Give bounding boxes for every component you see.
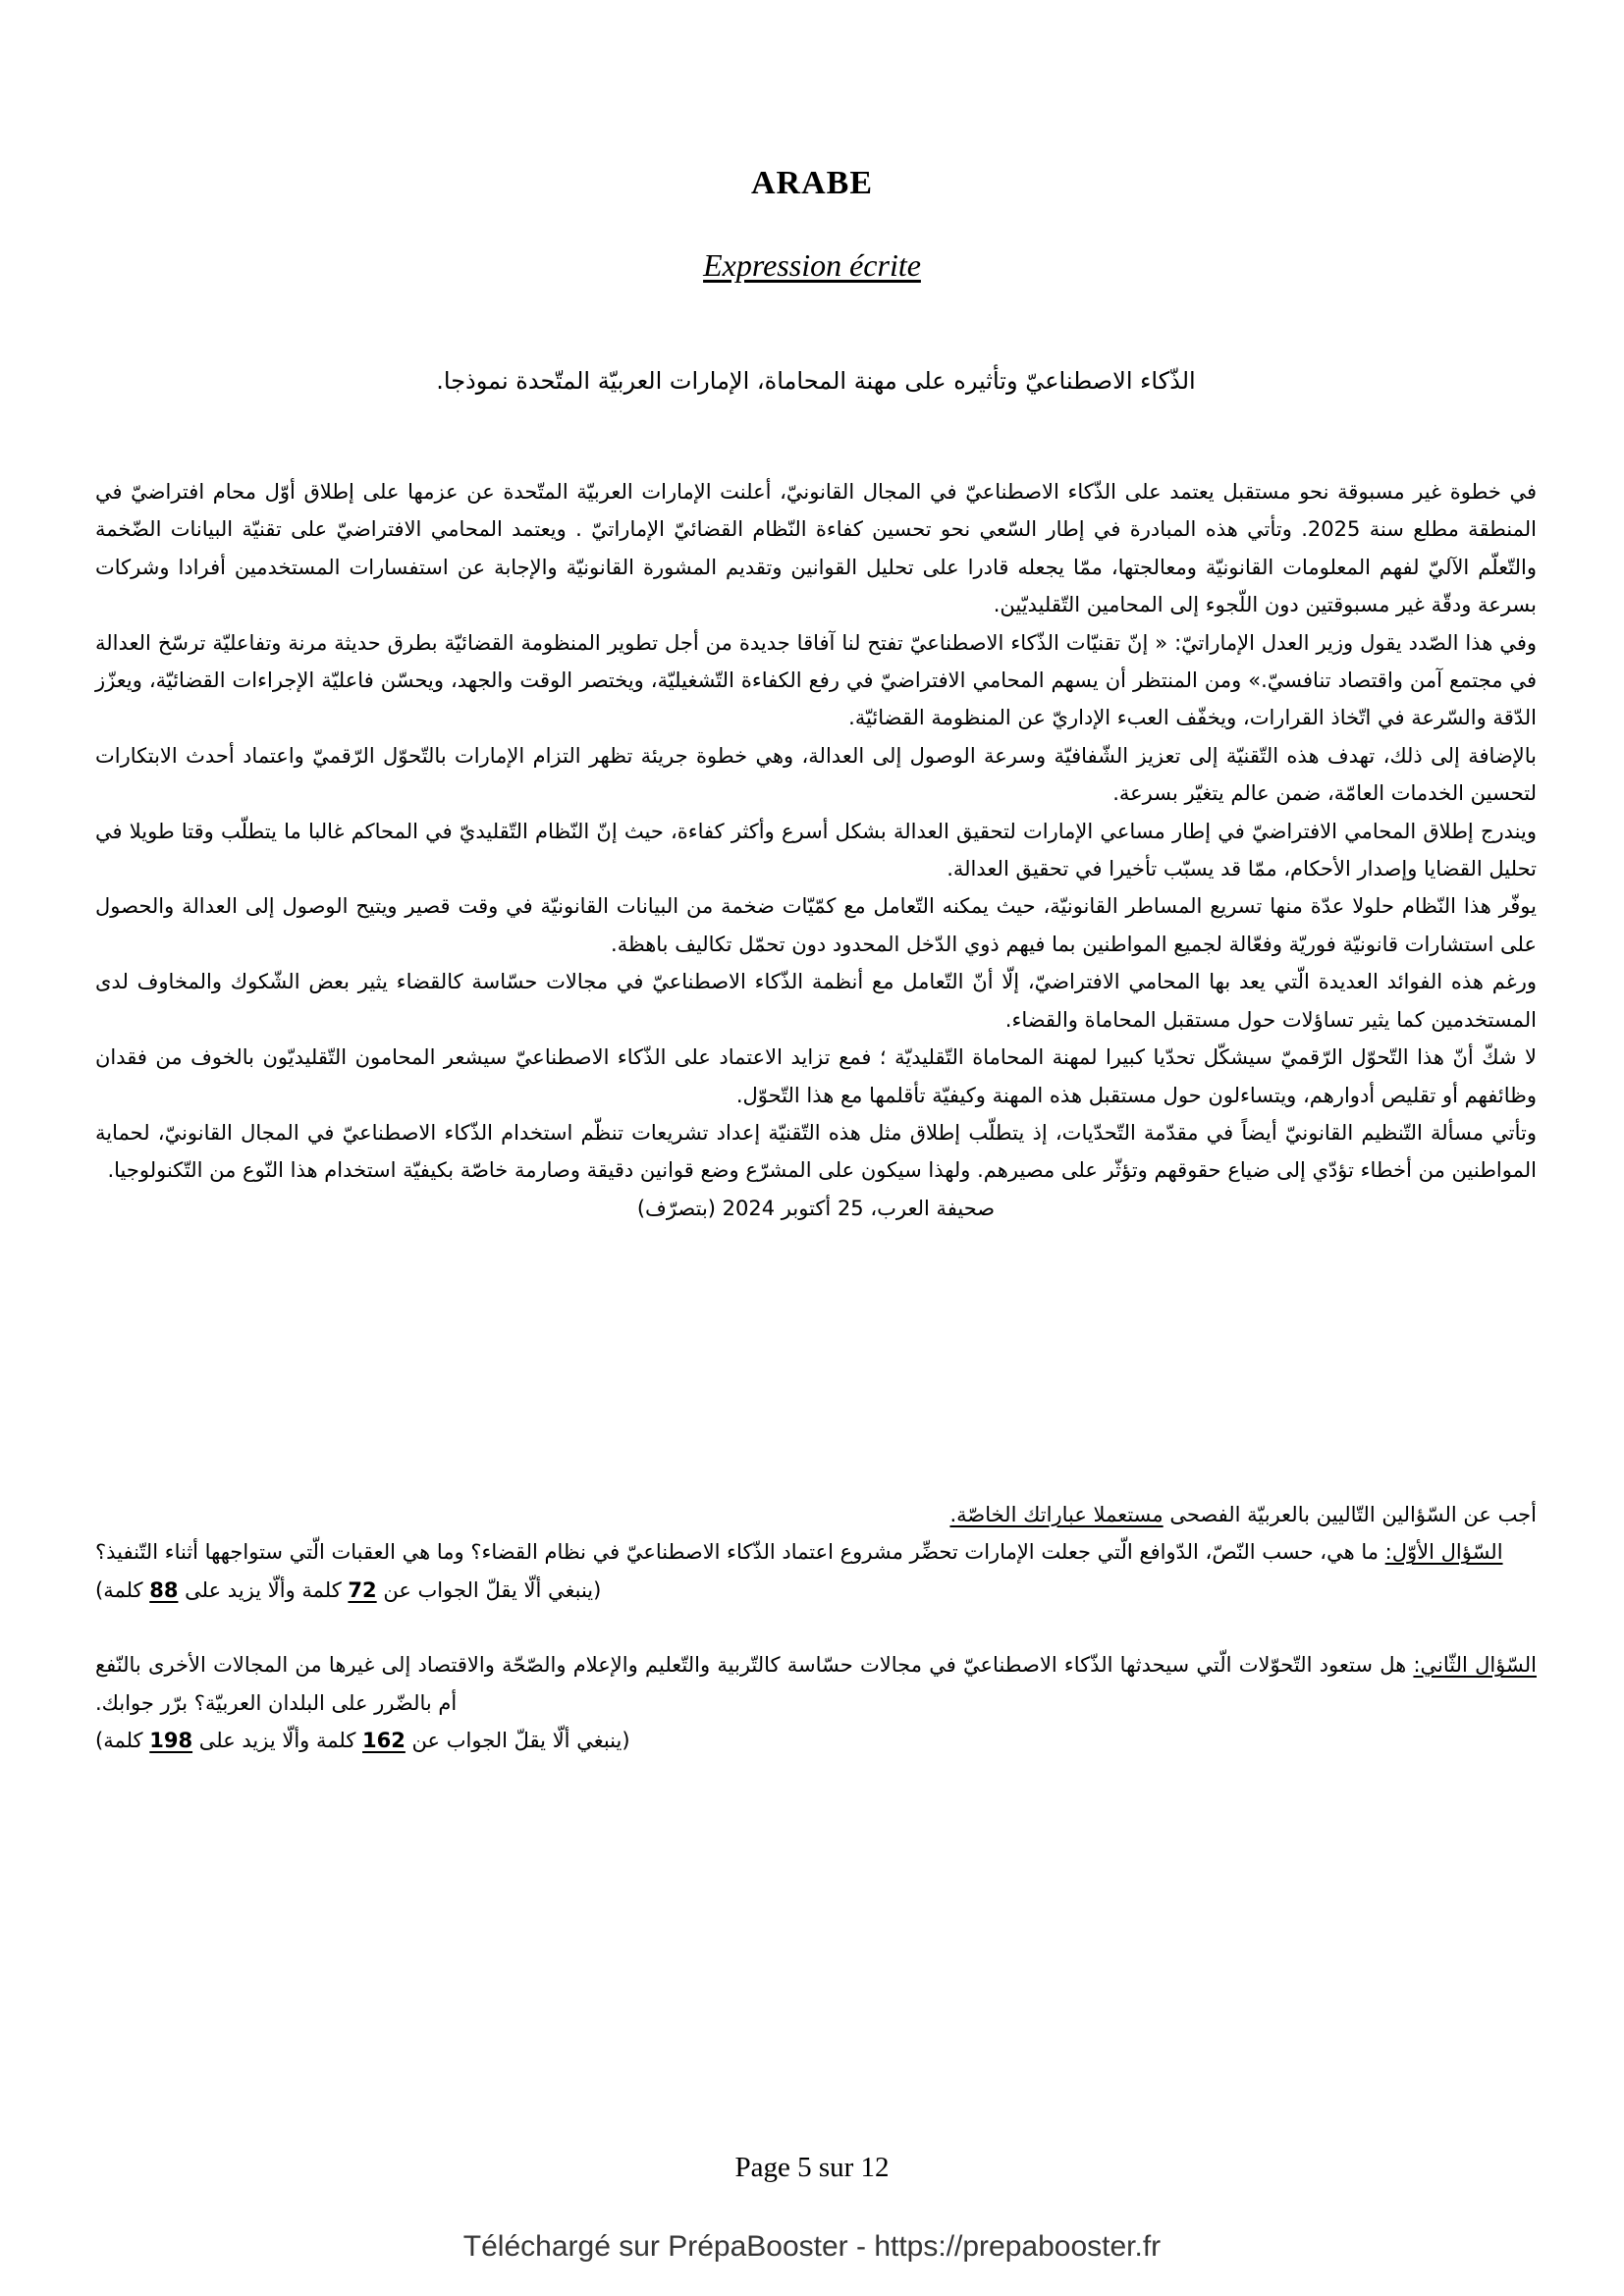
constraint-text: كلمة) <box>95 1729 150 1753</box>
page-number: Page 5 sur 12 <box>734 2152 890 2183</box>
article-paragraph: ويندرج إطلاق المحامي الافتراضيّ في إطار مساعي الإمارات لتحقيق العدالة بشكل أسرع وأكثر كفاءة، حيث إنّ النّظام التّقليديّ في المحاكم غالبا ما يتطلّب وقتا طويلا في تحليل القضايا وإصدار الأحكام، ممّا قد يسبّب تأخيرا في تحقيق العدالة. <box>95 819 1537 881</box>
question-2-label: السّؤال الثّاني: <box>1413 1653 1537 1678</box>
constraint-text: كلمة وألّا يزيد على <box>178 1577 349 1602</box>
article-paragraph: يوفّر هذا النّظام حلولا عدّة منها تسريع المساطر القانونيّة، حيث يمكنه التّعامل مع كمّيّات ضخمة من البيانات القانونيّة في وقت قصير ويتيح الوصول إلى العدالة والحصول على استشارات قانونيّة فوريّة وفعّالة لجميع المواطنين بما فيهم ذوي الدّخل المحدود دون تحمّل تكاليف باهظة. <box>95 894 1537 956</box>
questions-intro-underlined: مستعملا عباراتك الخاصّة. <box>949 1503 1164 1526</box>
question-1-constraint <box>95 1572 1537 1609</box>
article-paragraph: في خطوة غير مسبوقة نحو مستقبل يعتمد على الذّكاء الاصطناعيّ في المجال القانونيّ، أعلنت الإمارات العربيّة المتّحدة عن عزمها على إطلاق أوّل محام افتراضيّ في المنطقة مطلع سنة 2025. وتأتي هذه المبادرة في إطار السّعي نحو تحسين كفاءة النّظام القضائيّ الإماراتيّ . ويعتمد المحامي الافتراضيّ على تقنيّة البيانات الضّخمة والتّعلّم الآليّ لفهم المعلومات القانونيّة ومعالجتها، ممّا يجعله قادرا على تحليل القوانين وتقديم المشورة القانونيّة والإجابة عن استفسارات المستخدمين أفرادا وشركات بسرعة ودقّة غير مسبوقتين دون اللّجوء إلى المحامين التّقليديّين. <box>95 480 1538 617</box>
article-paragraph: بالإضافة إلى ذلك، تهدف هذه التّقنيّة إلى تعزيز الشّفافيّة وسرعة الوصول إلى العدالة، وهي خطوة جريئة تظهر التزام الإمارات بالتّحوّل الرّقميّ واعتماد أحدث الابتكارات لتحسين الخدمات العامّة، ضمن عالم يتغيّر بسرعة. <box>95 743 1537 806</box>
question-1-label: السّؤال الأوّل: <box>1384 1540 1503 1565</box>
questions-intro-text: أجب عن السّؤالين التّاليين بالعربيّة الفصحى <box>1163 1503 1537 1526</box>
question-2-text: هل ستعود التّحوّلات الّتي سيحدثها الذّكاء الاصطناعيّ في مجالات حسّاسة كالتّربية والتّعليم والإعلام والصّحّة والاقتصاد إلى غيرها من المجالات الأخرى بالنّفع أم بالضّرر على البلدان العربيّة؟ برّر جوابك. <box>95 1653 1414 1715</box>
word-count-min: 72 <box>348 1577 377 1602</box>
word-count-min: 162 <box>362 1729 406 1753</box>
exam-title: ARABE <box>750 165 874 201</box>
constraint-text: (ينبغي ألّا يقلّ الجواب عن <box>405 1729 630 1753</box>
question-2 <box>95 1646 1537 1722</box>
constraint-text: كلمة وألّا يزيد على <box>192 1729 363 1753</box>
article-body <box>95 473 1537 1227</box>
article-paragraph: وتأتي مسألة التّنظيم القانونيّ أيضاً في مقدّمة التّحدّيات، إذ يتطلّب إطلاق مثل هذه التّقنيّة إعداد تشريعات تنظّم استخدام الذّكاء الاصطناعيّ في المجال القانونيّ، لحماية المواطنين من أخطاء تؤدّي إلى ضياع حقوقهم وتؤثّر على مصيرهم. ولهذا سيكون على المشرّع وضع قوانين دقيقة وصارمة خاصّة بكيفيّة استخدام هذا النّوع من التّكنولوجيا. <box>95 1120 1537 1183</box>
article-source-line: صحيفة العرب، 25 أكتوبر 2024 (بتصرّف) <box>636 1196 996 1220</box>
questions-intro <box>95 1496 1537 1533</box>
constraint-text: كلمة) <box>95 1577 150 1602</box>
download-note: Téléchargé sur PrépaBooster - https://prepabooster.fr <box>462 2230 1162 2263</box>
exam-subtitle-text: Expression écrite <box>703 247 921 283</box>
article-paragraph: لا شكّ أنّ هذا التّحوّل الرّقميّ سيشكّل تحدّيا كبيرا لمهنة المحاماة التّقليديّة ؛ فمع تزايد الاعتماد على الذّكاء الاصطناعيّ سيشعر المحامون التّقليديّون بالخوف من فقدان وظائفهم أو تقليص أدوارهم، ويتساءلون حول مستقبل هذه المهنة وكيفيّة تأقلمها مع هذا التّحوّل. <box>95 1045 1537 1107</box>
exam-subtitle <box>0 247 1624 284</box>
topic-line: الذّكاء الاصطناعيّ وتأثيره على مهنة المحاماة، الإمارات العربيّة المتّحدة نموذجا. <box>436 367 1196 395</box>
question-1 <box>95 1533 1537 1571</box>
question-2-constraint <box>95 1722 1537 1759</box>
constraint-text: (ينبغي ألّا يقلّ الجواب عن <box>376 1577 602 1602</box>
article-paragraph: ورغم هذه الفوائد العديدة الّتي يعد بها المحامي الافتراضيّ، إلّا أنّ التّعامل مع أنظمة الذّكاء الاصطناعيّ في مجالات حسّاسة كالقضاء يثير بعض الشّكوك والمخاوف لدى المستخدمين كما يثير تساؤلات حول مستقبل المحاماة والقضاء. <box>95 970 1537 1032</box>
word-count-max: 88 <box>149 1577 179 1602</box>
question-1-text: ما هي، حسب النّصّ، الدّوافع الّتي جعلت الإمارات تحضِّر مشروع اعتماد الذّكاء الاصطناعيّ في نظام القضاء؟ وما هي العقبات الّتي ستواجهها أثناء التّنفيذ؟ <box>95 1540 1385 1565</box>
spacer <box>95 1609 1537 1646</box>
article-paragraph: وفي هذا الصّدد يقول وزير العدل الإماراتيّ: « إنّ تقنيّات الذّكاء الاصطناعيّ تفتح لنا آفاقا جديدة من أجل تطوير المنظومة القضائيّة بطرق حديثة مرنة وتفاعليّة ترسّخ العدالة في مجتمع آمن واقتصاد تنافسيّ.» ومن المنتظر أن يسهم المحامي الافتراضيّ في رفع الكفاءة التّشغيليّة، ويختصر الوقت والجهد، ويحسّن فاعليّة الإجراءات القضائيّة، ويعزّز الدّقة والسّرعة في اتّخاذ القرارات، ويخفّف العبء الإداريّ عن المنظومة القضائيّة. <box>95 630 1537 730</box>
questions-section <box>95 1496 1537 1759</box>
word-count-max: 198 <box>149 1729 193 1753</box>
